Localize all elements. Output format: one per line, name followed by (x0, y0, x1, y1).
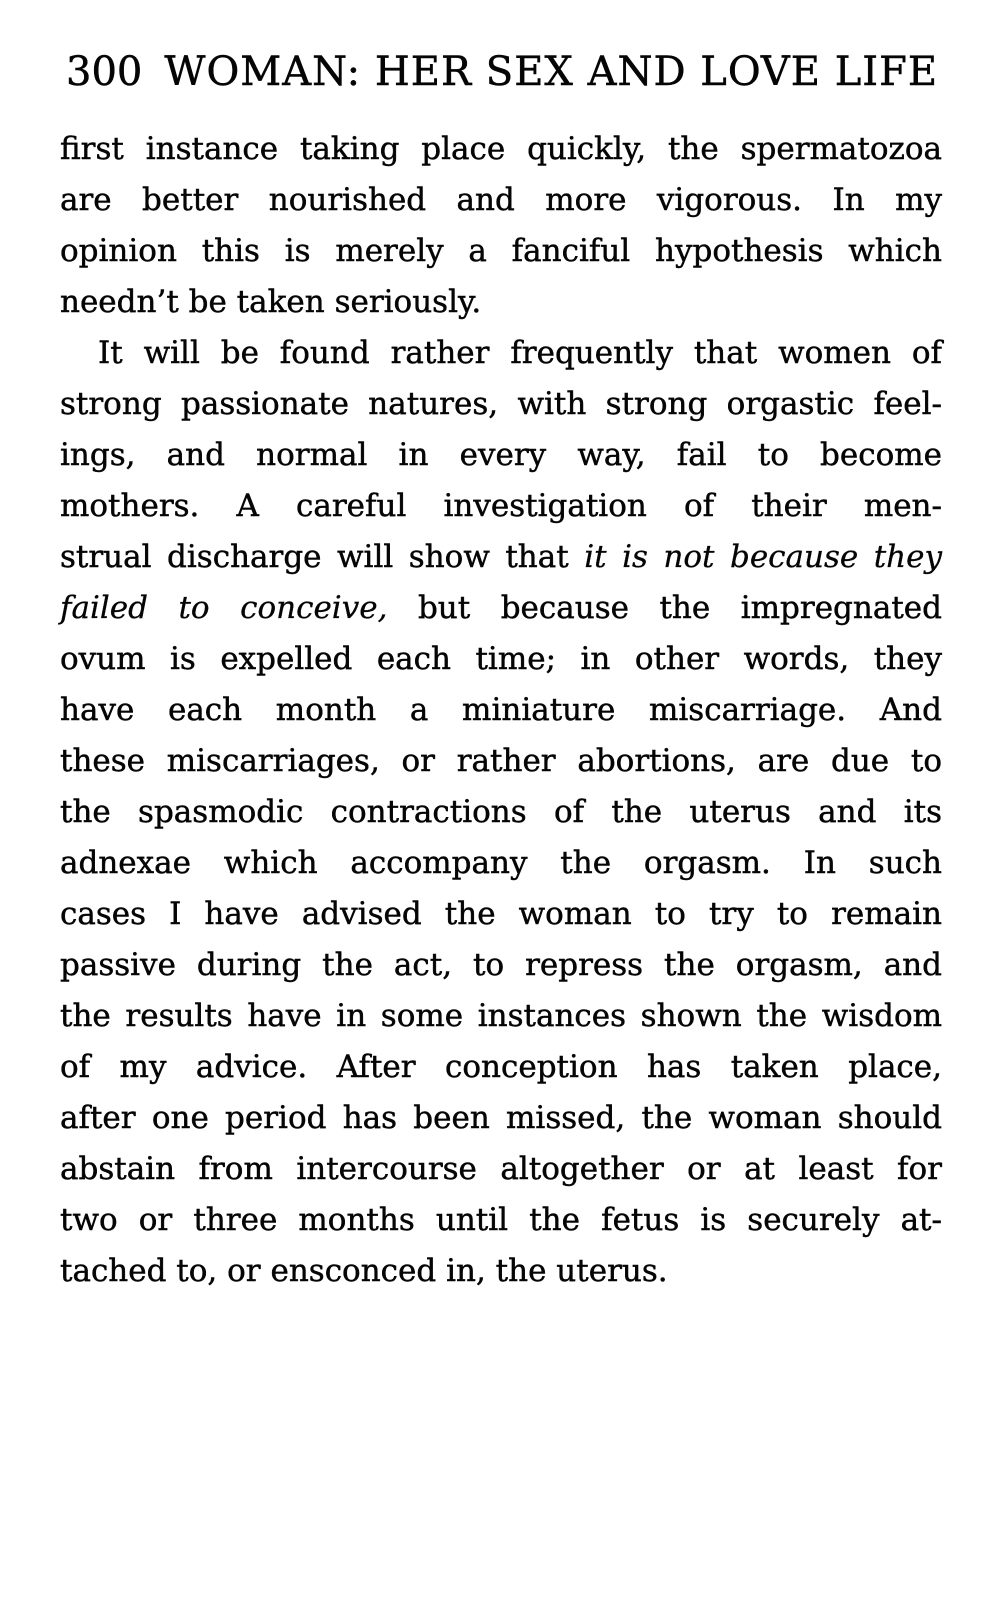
text-segment: strual discharge will show that (60, 539, 585, 575)
text-line: the spasmodic contractions of the uterus and its (60, 794, 942, 830)
text-line: first instance taking place quickly, the spermatozoa (60, 131, 942, 167)
text-line: opinion this is merely a fanciful hypothesis which (60, 233, 942, 269)
text-line: ovum is expelled each time; in other words, they (60, 641, 942, 677)
text-line: strong passionate natures, with strong orgastic feel- (60, 386, 942, 422)
text-line: It will be found rather frequently that women of (98, 335, 942, 371)
text-line: have each month a miniature miscarriage. And (60, 692, 942, 728)
text-line: cases I have advised the woman to try to remain (60, 896, 942, 932)
text-line: ings, and normal in every way, fail to become (60, 437, 942, 473)
text-line: needn’t be taken seriously. (60, 284, 482, 320)
text-line (60, 532, 942, 583)
text-line: the results have in some instances shown the wisdom (60, 998, 942, 1034)
text-line: after one period has been missed, the woman should (60, 1100, 942, 1136)
running-title: WOMAN: HER SEX AND LOVE LIFE (164, 49, 939, 95)
body-text (60, 124, 942, 1297)
text-line: are better nourished and more vigorous. In my (60, 182, 942, 218)
page-number: 300 (66, 49, 143, 95)
italic-segment: failed to conceive, (60, 590, 388, 626)
text-line: passive during the act, to repress the orgasm, and (60, 947, 942, 983)
text-line: tached to, or ensconced in, the uterus. (60, 1253, 668, 1289)
text-line: adnexae which accompany the orgasm. In such (60, 845, 942, 881)
italic-segment: it is not because they (584, 539, 943, 575)
running-header (66, 50, 940, 94)
text-line (60, 583, 942, 634)
text-line: abstain from intercourse altogether or at least for (60, 1151, 942, 1187)
text-line: of my advice. After conception has taken place, (60, 1049, 942, 1085)
text-segment: but because the impregnated (387, 590, 942, 626)
text-line: two or three months until the fetus is securely at- (60, 1202, 942, 1238)
text-line: these miscarriages, or rather abortions, are due to (60, 743, 942, 779)
text-line: mothers. A careful investigation of their men- (60, 488, 942, 524)
